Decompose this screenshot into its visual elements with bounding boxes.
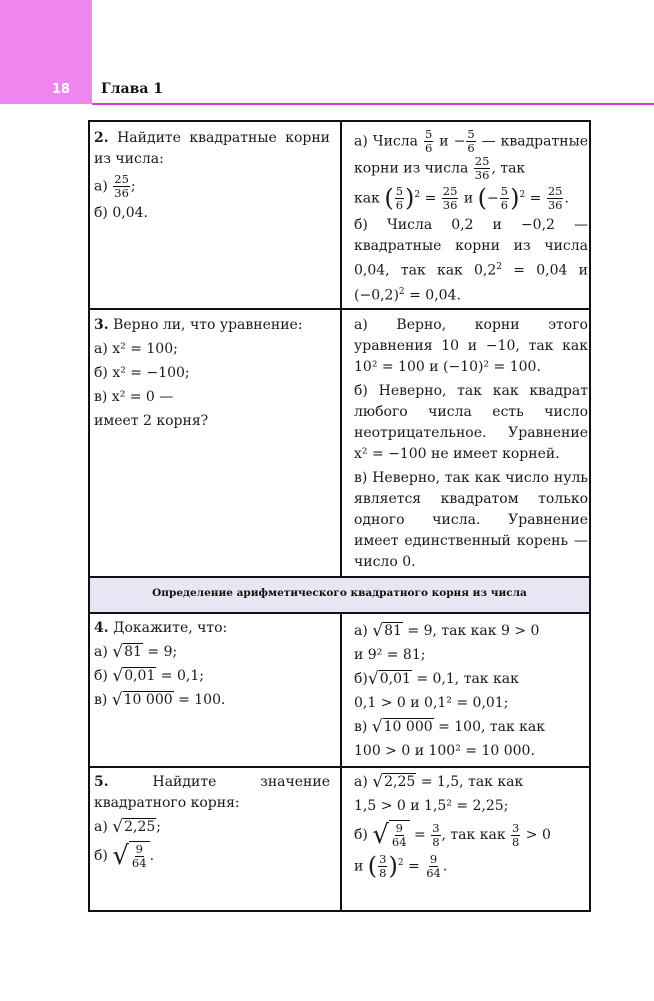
fraction: $\frac{25}{36}$ xyxy=(474,154,490,182)
question-2: 2. Найдите квадратные корни из числа: а) $\frac{25}{36}$ ; б) 0,04. xyxy=(94,130,331,221)
chapter-title: Глава 1 xyxy=(101,81,164,97)
page-number: 18 xyxy=(52,82,71,97)
question-3: 3. Верно ли, что уравнение: а) x² = 100; б) x² = −100; в) x² = 0 — имеет 2 корня? xyxy=(94,317,303,429)
question-5: 5. Найдите значение квадратного корня: а) √ 2,25 ; б) √ $\frac{9}{64}$ . xyxy=(94,774,331,871)
fraction: $\frac{3}{8}$ xyxy=(432,820,440,849)
square-root: √ 2,25 xyxy=(372,772,416,792)
fraction: $\frac{25}{36}$ xyxy=(547,184,563,213)
column-divider-bottom xyxy=(340,612,342,910)
fraction: $\frac{25}{36}$ xyxy=(114,172,129,200)
fraction: $\frac{25}{36}$ xyxy=(442,184,458,213)
fraction: $\frac{5}{6}$ xyxy=(500,184,509,213)
fraction: $\frac{5}{6}$ xyxy=(467,127,475,155)
square-root: √ 0,01 xyxy=(367,669,411,689)
answer-5: а) √ 2,25 = 1,5, так как 1,5 > 0 и 1,5² = 2,25; б) √ $\frac{9}{64}$ = $\frac{3}{8}$ , так как $\frac{3}{8}$ > 0 и ( $\frac{3}{8}$ )$^2$ = $\frac{9}{64}$ . xyxy=(354,772,551,881)
square-root: √ $\frac{9}{64}$ xyxy=(372,820,409,850)
square-root: √ $\frac{9}{64}$ xyxy=(112,841,149,871)
fraction: $\frac{3}{8}$ xyxy=(512,820,520,849)
square-root: √ 10 000 xyxy=(111,690,173,710)
square-root: √ 0,01 xyxy=(112,666,156,686)
header-rule xyxy=(92,103,654,105)
column-divider-top xyxy=(340,122,342,576)
square-root: √ 81 xyxy=(372,621,402,641)
fraction: $\frac{5}{6}$ xyxy=(424,127,433,155)
exercise-table xyxy=(88,120,591,912)
square-root: √ 10 000 xyxy=(371,717,433,737)
fraction: $\frac{3}{8}$ xyxy=(379,852,387,881)
square-root: √ 2,25 xyxy=(112,817,156,837)
row-divider xyxy=(90,766,589,768)
fraction: $\frac{9}{64}$ xyxy=(426,852,441,881)
section-title: Определение арифметического квадратного корня из числа xyxy=(152,587,527,599)
header-accent-block xyxy=(0,0,92,104)
row-divider xyxy=(90,612,589,614)
answer-2: а) Числа $\frac{5}{6}$ и − $\frac{5}{6}$ — квадратные корни из числа $\frac{25}{36}$ , так как ( $\frac{5}{6}$ )$^2$ = $\frac{25}{36}$ и (− $\frac{5}{6}$ )$^2$ = $\frac{25}{36}$ . б) Числа 0,2 и −0,2 — квадратные корни из числа 0,04, так как $0,2^2 = 0,04$ и $(-0,2)^2 = 0,04$. xyxy=(354,127,588,304)
question-4: 4. Докажите, что: а) √ 81 = 9; б) √ 0,01 = 0,1; в) √ 10 000 = 100. xyxy=(94,620,228,710)
fraction: $\frac{5}{6}$ xyxy=(395,184,404,213)
square-root: √ 81 xyxy=(112,642,142,662)
answer-3: а) Верно, корни этого уравнения 10 и −10, так как 10² = 100 и (−10)² = 100. б) Неверно, так как квадрат любого числа есть число неотрицательное. Уравнение x² = −100 не имеет корней. в) Неверно, так как число нуль является квадратом только одного числа. Уравнение имеет единственный корень — число 0. xyxy=(354,317,588,570)
answer-4: а) √ 81 = 9, так как 9 > 0 и 9² = 81; б) √ 0,01 = 0,1, так как 0,1 > 0 и 0,1² = 0,01; в) √ 10 000 = 100, так как 100 > 0 и 100² = 10 000. xyxy=(354,621,546,759)
